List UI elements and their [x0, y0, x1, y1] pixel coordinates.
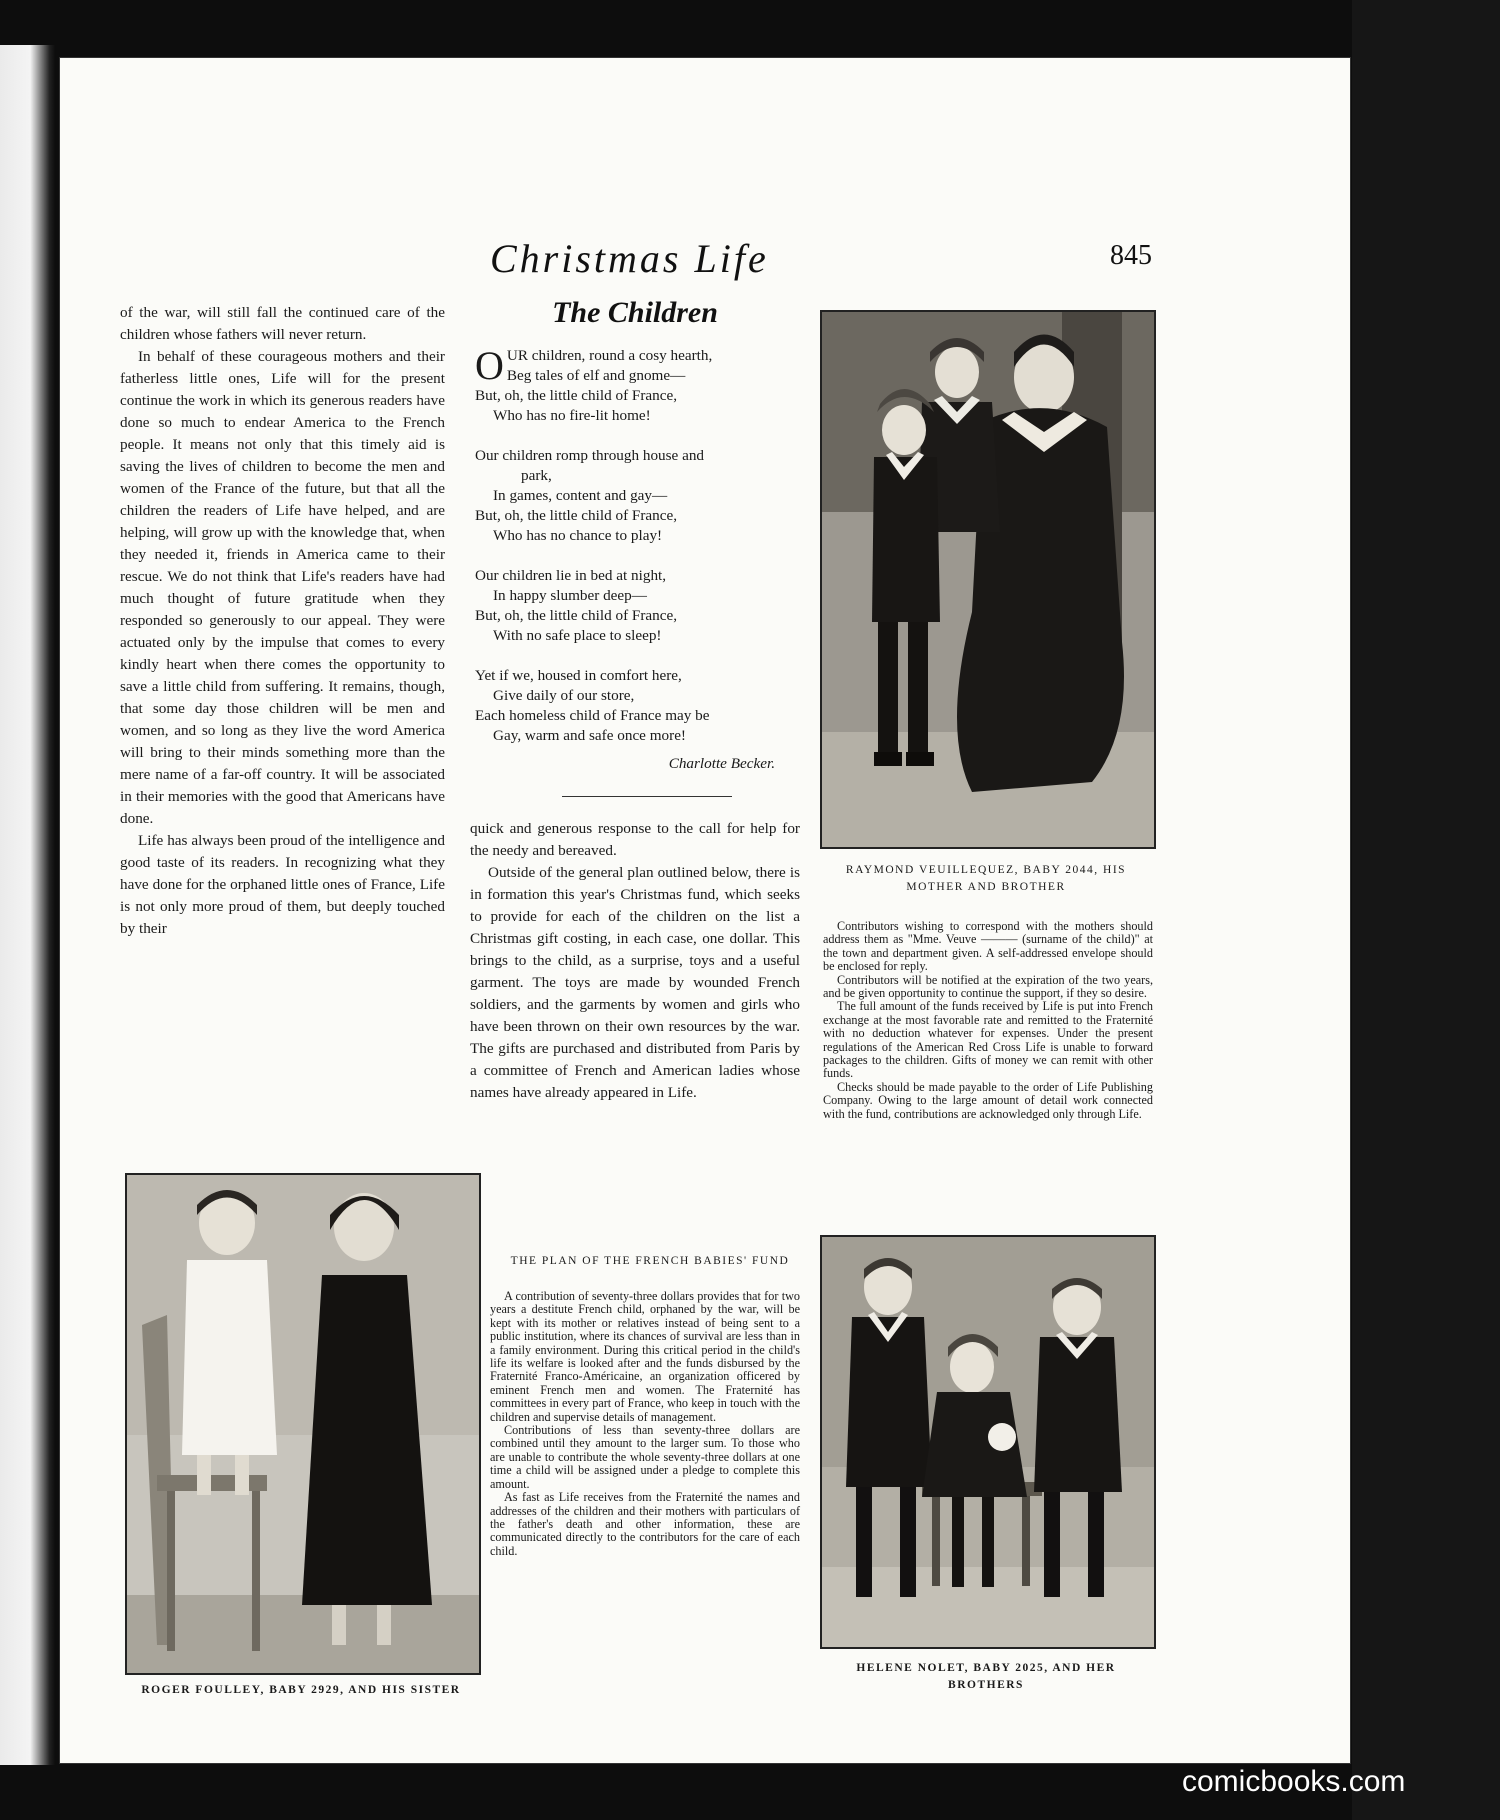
site-watermark: comicbooks.com	[1182, 1765, 1406, 1798]
poem-line: With no safe place to sleep!	[493, 627, 662, 644]
poem-stanza	[475, 343, 805, 426]
family-photo-foulley	[125, 1173, 481, 1675]
poem-line: But, oh, the little child of France,	[475, 607, 678, 624]
photo-caption: ROGER FOULLEY, BABY 2929, AND HIS SISTER	[141, 1684, 461, 1696]
contributors-paragraph: Contributors wishing to correspond with the mothers should address them as "Mme. Veuve ——— (surname of the child)" at the town and department given. A self-addressed envelope should be enclosed for reply.	[823, 919, 1153, 974]
poem-line: park,	[521, 467, 552, 484]
poem-line: Our children romp through house and	[475, 447, 705, 464]
contributors-notice	[823, 920, 1153, 1121]
poem-stanza	[475, 566, 805, 646]
poem-line: Yet if we, housed in comfort here,	[475, 667, 682, 684]
scan-margin-right	[1352, 0, 1500, 1820]
plan-text	[490, 1290, 800, 1558]
previous-page-edge	[0, 45, 55, 1765]
plan-paragraph: Contributions of less than seventy-three dollars are combined until they amount to the larger sum. To those who are unable to contribute the whole seventy-three dollars at one time a child will be assigned under a pledge to complete this amount.	[490, 1423, 800, 1491]
poem-line: Who has no chance to play!	[493, 527, 663, 544]
drop-cap: O	[475, 343, 504, 388]
left-column	[120, 302, 445, 940]
contributors-paragraph: Checks should be made payable to the order of Life Publishing Company. Owing to the large amount of detail work connected with the fund, contributions are acknowledged only through Life.	[823, 1079, 1153, 1121]
poem-title: The Children	[552, 296, 718, 329]
poem-stanza	[475, 666, 805, 746]
middle-paragraph: Outside of the general plan outlined below, there is in formation this year's Christmas fund, which seeks to provide for each of the children on the list a Christmas gift costing, in each case, one dollar. This brings to the child, as a surprise, toys and a useful garment. The toys are made by wounded French soldiers, and the garments by women and girls who have been thrown on their own resources by the war. The gifts are purchased and distributed from Paris by a committee of French and American ladies whose names have already appeared in Life.	[470, 864, 800, 1101]
photo-caption: HELENE NOLET, BABY 2025, AND HER BROTHERS	[856, 1662, 1116, 1691]
poem-line: UR children, round a cosy hearth,	[506, 347, 713, 364]
poem-line: Our children lie in bed at night,	[475, 567, 667, 584]
plan-paragraph: As fast as Life receives from the Fraternité the names and addresses of the children and their mothers with particulars of the father's death and other information, these are communicated directly to the contributors for the care of each child.	[490, 1490, 800, 1558]
poem-line: Give daily of our store,	[493, 687, 635, 704]
photo-illustration	[127, 1175, 479, 1673]
middle-column	[470, 818, 800, 1104]
section-divider	[562, 796, 732, 797]
poem-line: But, oh, the little child of France,	[475, 387, 678, 404]
poem-stanza	[475, 446, 805, 546]
left-paragraph: Life has always been proud of the intelligence and good taste of its readers. In recognizing what they have done for the orphaned little ones of France, Life is not only more proud of them, but deeply touched by their	[120, 832, 445, 937]
family-photo-veuillequez	[820, 310, 1156, 849]
poem-line: Who has no fire-lit home!	[493, 407, 651, 424]
plan-paragraph: A contribution of seventy-three dollars provides that for two years a destitute French child, orphaned by the war, will be kept with its mother or relatives instead of being sent to a public institution, where its chances of survival are less than in a family environment. During this critical period in the child's life its welfare is looked after and the funds disbursed by the Fraternité Franco-Américaine, an organization officered by eminent French men and women. The Fraternité has committees in every part of France, who keep in touch with the children and supervise details of management.	[490, 1289, 800, 1424]
poem-line: In happy slumber deep—	[493, 587, 647, 604]
plan-heading: THE PLAN OF THE FRENCH BABIES' FUND	[510, 1255, 790, 1267]
family-photo-nolet	[820, 1235, 1156, 1649]
photo-caption: RAYMOND VEUILLEQUEZ, BABY 2044, HIS MOTHER AND BROTHER	[845, 864, 1127, 893]
poem-line: Beg tales of elf and gnome—	[506, 367, 686, 384]
poem-line: Gay, warm and safe once more!	[493, 727, 686, 744]
contributors-paragraph: The full amount of the funds received by Life is put into French exchange at the most favorable rate and remitted to the Fraternité with no deduction whatever for expenses. Under the present regulations of the American Red Cross Life is unable to forward packages to the children. Gifts of money we can remit with other funds.	[823, 999, 1153, 1081]
contributors-paragraph: Contributors will be notified at the expiration of the two years, and be given opportunity to continue the support, if they so desire.	[823, 972, 1153, 1001]
poem-line: But, oh, the little child of France,	[475, 507, 678, 524]
page-number: 845	[1110, 240, 1152, 271]
photo-illustration	[822, 312, 1154, 847]
left-paragraph: of the war, will still fall the continued care of the children whose fathers will never return.	[120, 304, 445, 343]
left-paragraph: In behalf of these courageous mothers and their fatherless little ones, Life will for the present continue the work in which its generous readers have done so much to endear America to the French people. It means not only that this timely aid is saving the lives of children to become the men and women of the France of the future, but that all the children the readers of Life have helped, and are helping, will grow up with the knowledge that, when they needed it, friends in America came to their rescue. We do not think that Life's readers have had much thought of future gratitude when they responded so generously to our appeal. They were actuated only by the impulse that comes to every kindly heart when there comes the opportunity to save a little child from suffering. It remains, though, that some day those children will be men and women, and so long as they live the word America will bring to their minds something more than the mere name of a far-off country. It will be associated in their memories with the good that Americans have done.	[120, 348, 445, 827]
poem	[475, 343, 805, 774]
poem-line: Each homeless child of France may be	[475, 707, 710, 724]
page-header-title: Christmas Life	[490, 236, 769, 281]
photo-illustration	[822, 1237, 1154, 1647]
poem-author: Charlotte Becker.	[668, 755, 775, 772]
middle-paragraph: quick and generous response to the call for help for the needy and bereaved.	[470, 820, 800, 859]
poem-line: In games, content and gay—	[493, 487, 668, 504]
